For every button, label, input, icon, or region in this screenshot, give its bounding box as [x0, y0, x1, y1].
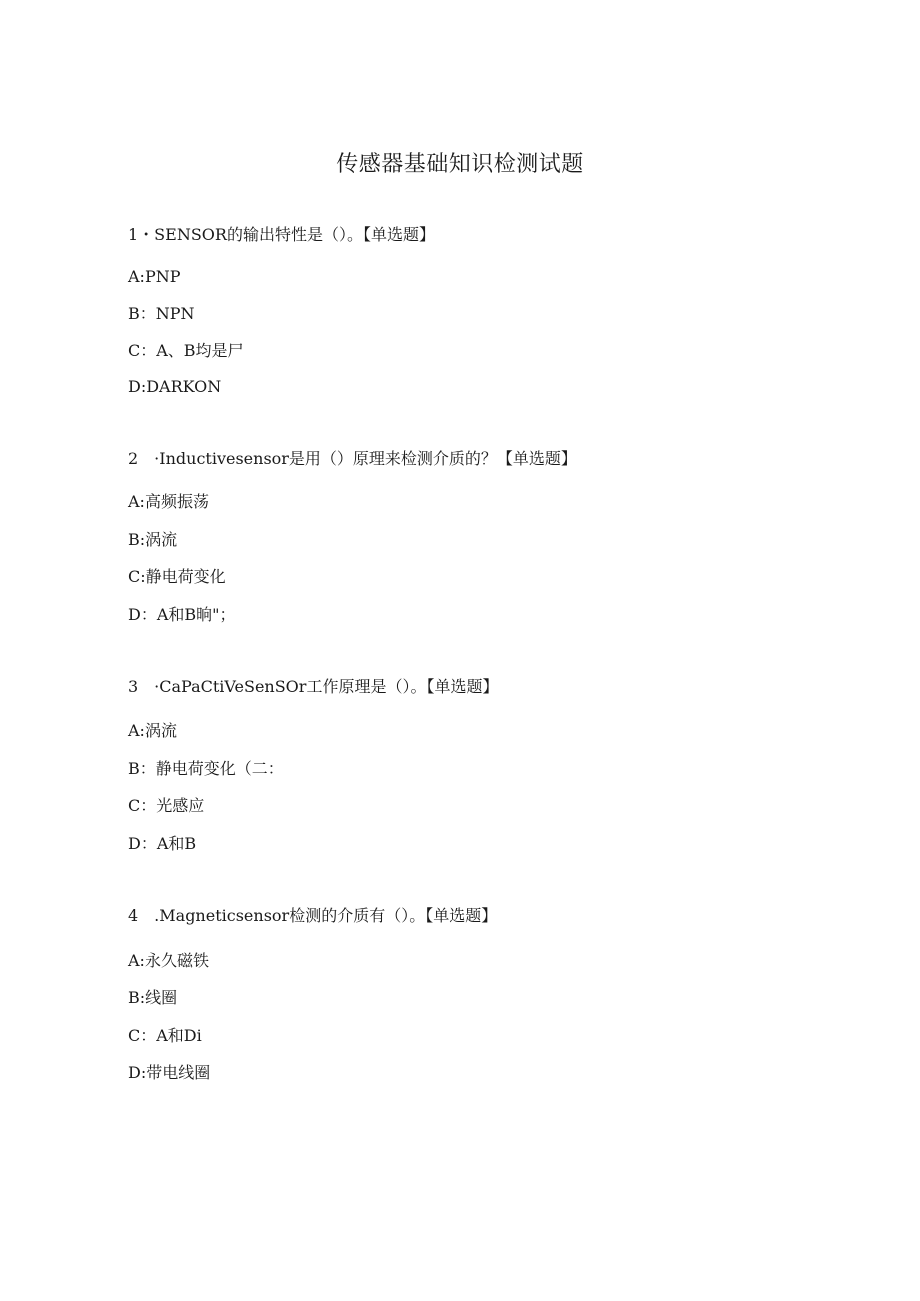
question-2-option-b: B:涡流: [128, 530, 178, 549]
question-3-stem: 3 ·CaPaCtiVeSenSOr工作原理是（）。【单选题】: [128, 677, 499, 696]
question-1-option-a: A:PNP: [128, 267, 181, 286]
question-4-option-d: D:带电线圈: [128, 1063, 211, 1082]
question-3-option-c: C：光感应: [128, 796, 205, 815]
question-1-option-c: C：A、B均是尸: [128, 341, 244, 360]
question-2-stem: 2 ·Inductivesensor是用（）原理来检测介质的？【单选题】: [128, 449, 577, 468]
question-4-option-a: A:永久磁铁: [128, 951, 209, 970]
question-2-option-c: C:静电荷变化: [128, 567, 226, 586]
question-1-option-d: D:DARKON: [128, 377, 222, 396]
document-title: 传感器基础知识检测试题: [336, 152, 584, 177]
question-3-option-a: A:涡流: [128, 721, 177, 740]
question-4-option-b: B:线圈: [128, 988, 178, 1007]
question-3-option-d: D：A和B: [128, 834, 197, 853]
question-4-stem: 4 .Magneticsensor检测的介质有（）。【单选题】: [128, 906, 498, 925]
question-2-option-a: A:高频振荡: [128, 492, 209, 511]
question-4-option-c: C：A和Di: [128, 1026, 202, 1045]
question-3-option-b: B：静电荷变化（二：: [128, 759, 284, 778]
question-1-option-b: B：NPN: [128, 304, 195, 323]
question-2-option-d: D：A和B晌"；: [128, 605, 236, 624]
question-1-stem: 1・SENSOR的输出特性是（）。【单选题】: [128, 225, 435, 244]
